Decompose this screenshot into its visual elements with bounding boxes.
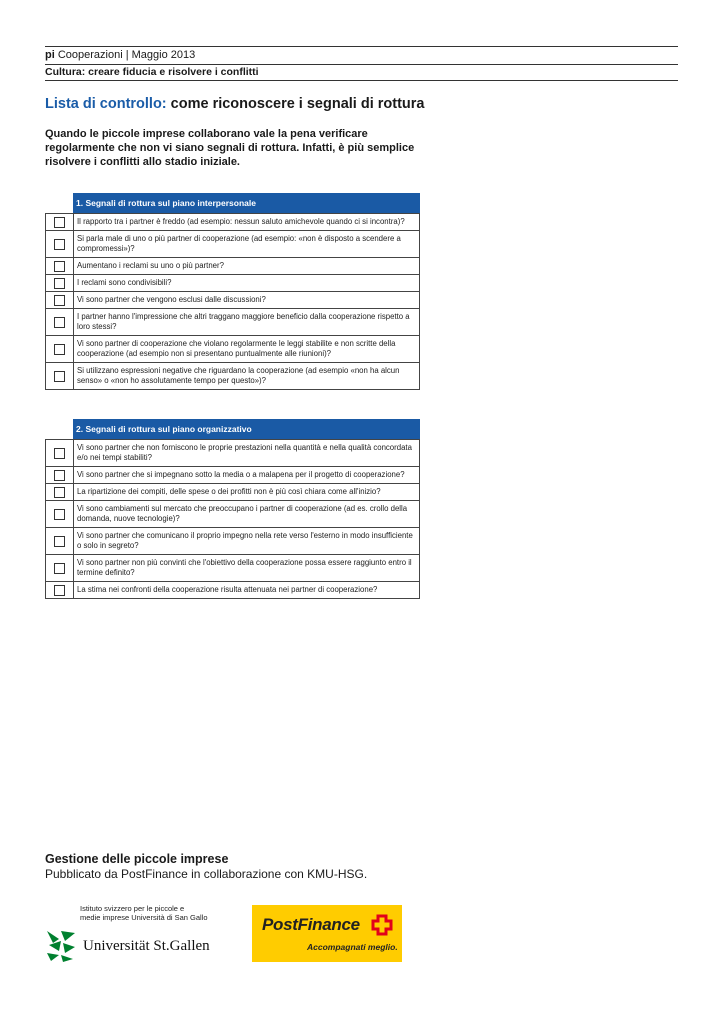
publication-abbrev: pi bbox=[45, 49, 55, 61]
checklist-item-text: Si utilizzano espressioni negative che riguardano la cooperazione (ad esempio «non ha alcun senso» o «non ho assolutamente tempo per questo»)? bbox=[77, 366, 400, 385]
checklist-item-text: I reclami sono condivisibili? bbox=[77, 278, 172, 287]
checklist-item-text: I partner hanno l'impressione che altri traggano maggiore beneficio dalla cooperazione rispetto a loro stessi? bbox=[77, 312, 410, 331]
hsg-institute-text: Istituto svizzero per le piccole e medie imprese Università di San Gallo bbox=[80, 904, 208, 922]
checklist-item-text: Vi sono cambiamenti sul mercato che preoccupano i partner di cooperazione (ad es. crollo della domanda, nuove tecnologie)? bbox=[77, 504, 408, 523]
checkbox[interactable] bbox=[54, 261, 65, 272]
hsg-name: Universität St.Gallen bbox=[83, 937, 210, 954]
checkbox[interactable] bbox=[54, 344, 65, 355]
section-subtitle: Cultura: creare fiducia e risolvere i conflitti bbox=[45, 66, 259, 78]
checklist-item-text: Il rapporto tra i partner è freddo (ad esempio: nessun saluto amichevole quando ci si incontra)? bbox=[77, 217, 405, 226]
page-title-prefix: Lista di controllo: bbox=[45, 96, 167, 112]
checklist-item bbox=[45, 292, 420, 309]
footer-title: Gestione delle piccole imprese bbox=[45, 852, 229, 866]
checklist-item-text: Vi sono partner che vengono esclusi dalle discussioni? bbox=[77, 295, 266, 304]
checklist-item-text: La stima nei confronti della cooperazione risulta attenuata nei partner di cooperazione? bbox=[77, 585, 378, 594]
hsg-emblem-icon bbox=[45, 929, 77, 963]
checklist-item bbox=[45, 363, 420, 390]
checklist-item-text: Vi sono partner che comunicano il proprio impegno nella rete verso l'esterno in modo insufficiente o solo in segreto? bbox=[77, 531, 413, 550]
checkbox[interactable] bbox=[54, 563, 65, 574]
checklist-header bbox=[45, 419, 420, 439]
checklist-heading: 2. Segnali di rottura sul piano organizzativo bbox=[73, 419, 420, 439]
publication-line bbox=[45, 47, 678, 64]
checkbox[interactable] bbox=[54, 371, 65, 382]
checklist-organizational bbox=[45, 419, 420, 599]
checklist-item bbox=[45, 258, 420, 275]
checklist-heading: 1. Segnali di rottura sul piano interpersonale bbox=[73, 193, 420, 213]
checkbox[interactable] bbox=[54, 317, 65, 328]
checklist-interpersonal bbox=[45, 193, 420, 390]
publication-date: Cooperazioni | Maggio 2013 bbox=[54, 49, 196, 61]
checklist-item bbox=[45, 275, 420, 292]
checklist-item bbox=[45, 467, 420, 484]
checkbox[interactable] bbox=[54, 585, 65, 596]
checklist-header bbox=[45, 193, 420, 213]
checkbox[interactable] bbox=[54, 448, 65, 459]
checkbox[interactable] bbox=[54, 536, 65, 547]
checklist-item bbox=[45, 439, 420, 467]
checklist-item bbox=[45, 528, 420, 555]
checklist-item-text: La ripartizione dei compiti, delle spese o dei profitti non è più così chiara come all'inizio? bbox=[77, 487, 381, 496]
document-header bbox=[45, 46, 678, 81]
checklist-item bbox=[45, 501, 420, 528]
intro-paragraph: Quando le piccole imprese collaborano vale la pena verificare regolarmente che non vi siano segnali di rottura. Infatti, è più semplice risolvere i conflitti allo stadio iniziale. bbox=[45, 128, 415, 168]
checklist-item bbox=[45, 213, 420, 231]
postfinance-slogan: Accompagnati meglio. bbox=[307, 942, 398, 952]
swiss-cross-icon bbox=[370, 913, 394, 937]
checklist-item bbox=[45, 555, 420, 582]
checklist-item-text: Vi sono partner non più convinti che l'obiettivo della cooperazione possa essere raggiunto entro il termine definito? bbox=[77, 558, 412, 577]
checklist-item bbox=[45, 309, 420, 336]
checklist-item bbox=[45, 336, 420, 363]
checkbox[interactable] bbox=[54, 239, 65, 250]
header-rule-bottom bbox=[45, 80, 678, 81]
checkbox[interactable] bbox=[54, 278, 65, 289]
checkbox[interactable] bbox=[54, 487, 65, 498]
checklist-item-text: Vi sono partner di cooperazione che violano regolarmente le leggi stabilite e non scritte della cooperazione (ad esempio non si presentano puntualmente alle riunioni)? bbox=[77, 339, 396, 358]
checklist-item-text: Aumentano i reclami su uno o più partner? bbox=[77, 261, 224, 270]
checkbox[interactable] bbox=[54, 470, 65, 481]
footer-subtitle: Pubblicato da PostFinance in collaborazione con KMU-HSG. bbox=[45, 867, 368, 881]
postfinance-name: PostFinance bbox=[262, 915, 360, 934]
checklist-item-text: Si parla male di uno o più partner di cooperazione (ad esempio: «non è disposto a scendere a compromessi»)? bbox=[77, 234, 401, 253]
checkbox[interactable] bbox=[54, 217, 65, 228]
checklist-item-text: Vi sono partner che non forniscono le proprie prestazioni nella quantità e nella qualità concordata e/o nei tempi stabiliti? bbox=[77, 443, 412, 462]
page-title-text: come riconoscere i segnali di rottura bbox=[166, 96, 425, 112]
checklist-item bbox=[45, 484, 420, 501]
checklist-item-text: Vi sono partner che si impegnano sotto la media o a malapena per il progetto di cooperazione? bbox=[77, 470, 405, 479]
page-title bbox=[45, 96, 425, 112]
checklist-item bbox=[45, 582, 420, 599]
checkbox[interactable] bbox=[54, 509, 65, 520]
checklist-item bbox=[45, 231, 420, 258]
hsg-logo bbox=[45, 928, 235, 964]
postfinance-logo bbox=[252, 905, 402, 962]
checkbox[interactable] bbox=[54, 295, 65, 306]
